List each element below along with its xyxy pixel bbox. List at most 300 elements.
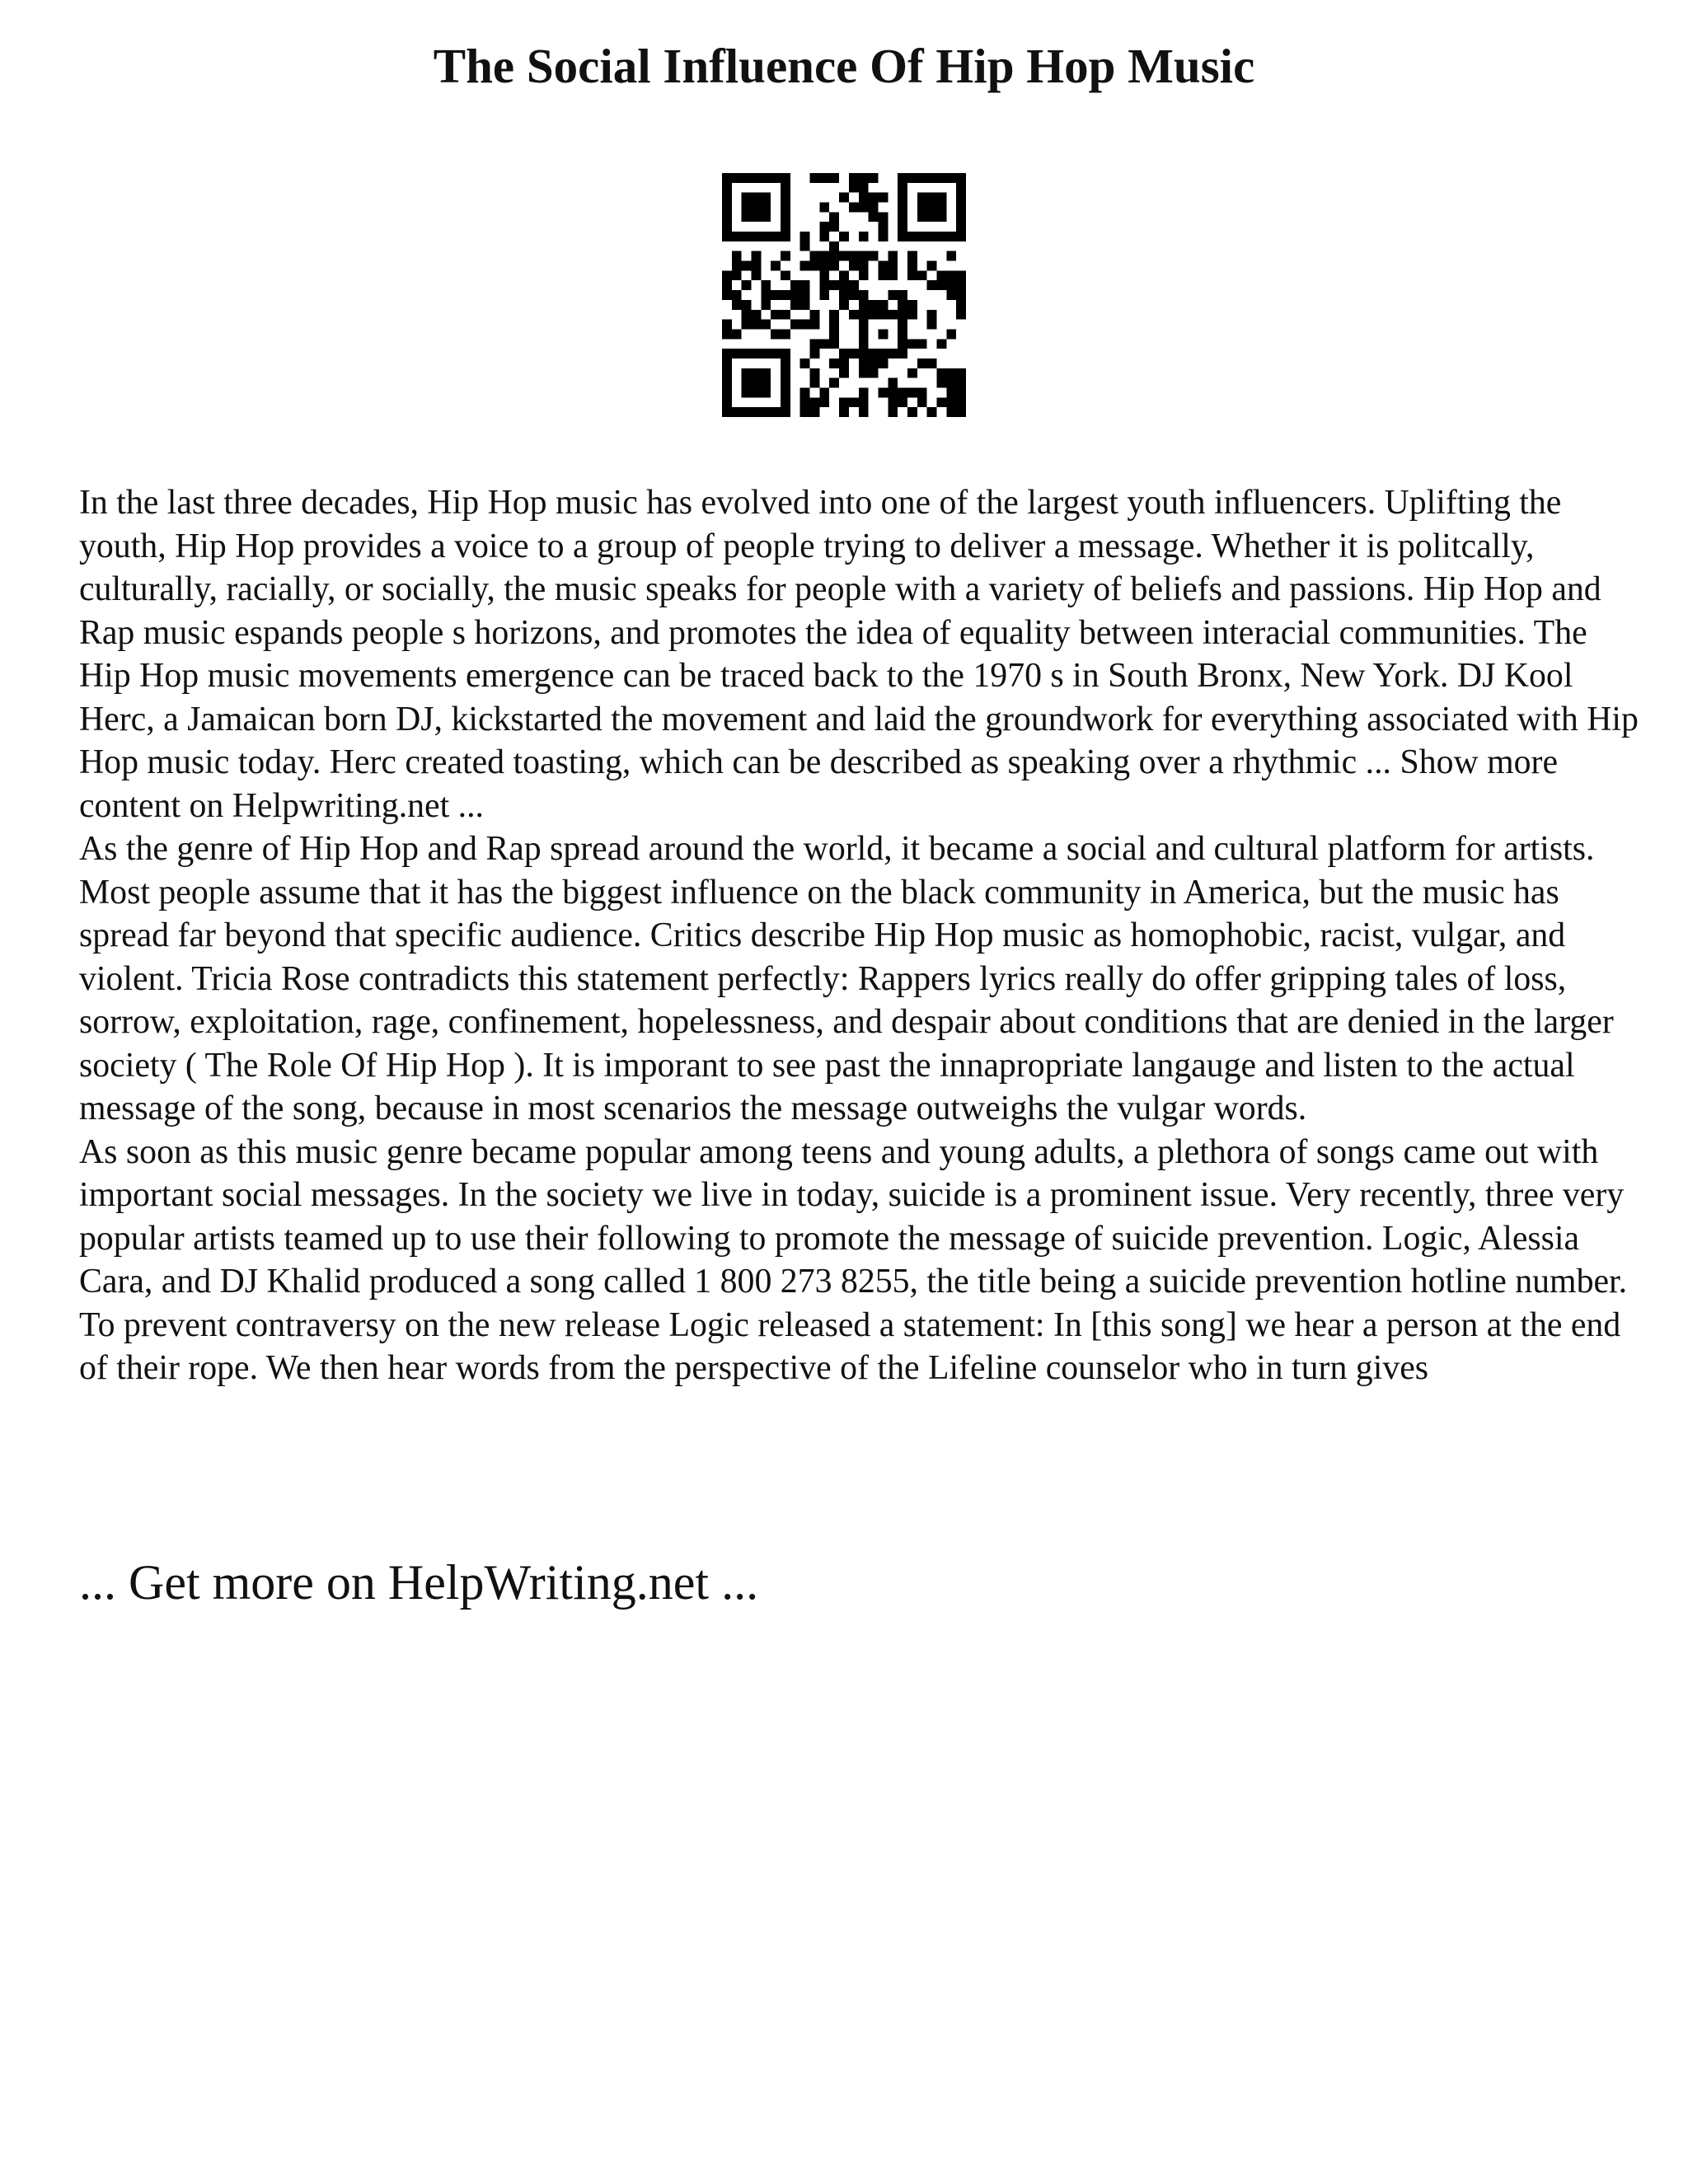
- qr-module: [810, 349, 820, 359]
- qr-module: [878, 329, 888, 339]
- qr-module: [810, 320, 820, 330]
- qr-module: [810, 173, 820, 183]
- qr-module: [800, 241, 810, 251]
- qr-module: [956, 232, 966, 241]
- qr-module: [781, 173, 790, 183]
- qr-module: [829, 339, 839, 349]
- qr-module: [839, 407, 849, 417]
- qr-module: [936, 270, 946, 280]
- qr-module: [898, 339, 907, 349]
- qr-module: [781, 183, 790, 193]
- qr-module: [946, 397, 956, 407]
- qr-module: [742, 378, 752, 388]
- qr-module: [869, 173, 879, 183]
- qr-module: [781, 290, 790, 300]
- qr-module: [790, 280, 800, 290]
- qr-module: [819, 232, 829, 241]
- qr-module: [752, 368, 762, 378]
- qr-module: [849, 397, 859, 407]
- qr-module: [956, 280, 966, 290]
- qr-module: [859, 329, 869, 339]
- qr-module: [800, 280, 810, 290]
- qr-module: [927, 193, 937, 203]
- qr-module: [781, 359, 790, 368]
- qr-module: [732, 407, 742, 417]
- qr-module: [819, 261, 829, 271]
- qr-module: [936, 368, 946, 378]
- qr-module: [927, 173, 937, 183]
- qr-module: [936, 378, 946, 388]
- qr-module: [722, 193, 732, 203]
- qr-code-icon[interactable]: [722, 173, 966, 417]
- qr-module: [800, 397, 810, 407]
- qr-module: [761, 212, 771, 222]
- qr-module: [771, 329, 781, 339]
- qr-module: [898, 212, 907, 222]
- qr-module: [956, 183, 966, 193]
- qr-module: [927, 280, 937, 290]
- qr-module: [732, 290, 742, 300]
- qr-module: [907, 407, 917, 417]
- qr-module: [810, 368, 820, 378]
- qr-module: [878, 232, 888, 241]
- qr-module: [722, 232, 732, 241]
- qr-module: [722, 173, 732, 183]
- qr-module: [936, 173, 946, 183]
- qr-module: [742, 193, 752, 203]
- qr-module: [829, 359, 839, 368]
- qr-module: [946, 173, 956, 183]
- qr-module: [859, 387, 869, 397]
- qr-module: [771, 407, 781, 417]
- qr-module: [771, 310, 781, 320]
- qr-module: [927, 359, 937, 368]
- qr-module: [781, 378, 790, 388]
- qr-module: [819, 280, 829, 290]
- qr-module: [771, 261, 781, 271]
- qr-module: [878, 222, 888, 232]
- qr-module: [742, 300, 752, 310]
- qr-module: [859, 310, 869, 320]
- qr-module: [936, 397, 946, 407]
- qr-module: [878, 261, 888, 271]
- qr-module: [946, 232, 956, 241]
- qr-module: [898, 349, 907, 359]
- qr-module: [761, 349, 771, 359]
- qr-module: [829, 173, 839, 183]
- qr-module: [946, 251, 956, 261]
- qr-module: [878, 212, 888, 222]
- qr-module: [936, 212, 946, 222]
- qr-module: [819, 251, 829, 261]
- qr-module: [936, 280, 946, 290]
- qr-module: [849, 261, 859, 271]
- qr-module: [878, 387, 888, 397]
- qr-module: [761, 280, 771, 290]
- qr-module: [829, 222, 839, 232]
- qr-module: [888, 310, 898, 320]
- qr-module: [800, 290, 810, 300]
- qr-module: [888, 378, 898, 388]
- qr-module: [742, 310, 752, 320]
- qr-module: [829, 280, 839, 290]
- qr-module: [752, 349, 762, 359]
- qr-module: [927, 320, 937, 330]
- qr-module: [742, 203, 752, 213]
- qr-module: [946, 368, 956, 378]
- qr-module: [917, 173, 927, 183]
- qr-module: [956, 222, 966, 232]
- paragraph-2: As the genre of Hip Hop and Rap spread around the world, it became a social and cultural platform for artists. Most people assume that it has the biggest influence on the black community in America, but the music has spread far beyond that specific audience. Critics describe Hip Hop music as homophobic, racist, vulgar, and violent. Tricia Rose contradicts this statement perfectly: Rappers lyrics really do offer gripping tales of loss, sorrow, exploitation, rage, confinement, hopelessness, and despair about conditions that are denied in the larger society ( The Role Of Hip Hop ). It is imporant to see past the innapropriate langauge and listen to the actual message of the song, because in most scenarios the message outweighs the vulgar words.: [79, 830, 1614, 1127]
- qr-module: [859, 397, 869, 407]
- qr-module: [722, 397, 732, 407]
- qr-module: [956, 407, 966, 417]
- qr-module: [927, 261, 937, 271]
- qr-module: [761, 320, 771, 330]
- qr-module: [732, 261, 742, 271]
- qr-module: [829, 212, 839, 222]
- qr-module: [771, 232, 781, 241]
- qr-module: [946, 387, 956, 397]
- qr-module: [898, 222, 907, 232]
- qr-module: [927, 203, 937, 213]
- qr-module: [800, 320, 810, 330]
- qr-module: [859, 183, 869, 193]
- qr-module: [800, 359, 810, 368]
- qr-module: [917, 339, 927, 349]
- qr-module: [898, 329, 907, 339]
- qr-code-graphic: [722, 173, 966, 417]
- qr-module: [790, 320, 800, 330]
- qr-module: [956, 212, 966, 222]
- qr-module: [888, 261, 898, 271]
- qr-module: [722, 329, 732, 339]
- qr-module: [859, 251, 869, 261]
- qr-module: [819, 173, 829, 183]
- qr-module: [742, 349, 752, 359]
- qr-module: [898, 397, 907, 407]
- get-more-link[interactable]: ... Get more on HelpWriting.net ...: [79, 1555, 759, 1610]
- qr-module: [771, 290, 781, 300]
- qr-module: [742, 280, 752, 290]
- qr-module: [907, 300, 917, 310]
- qr-module: [781, 193, 790, 203]
- qr-module: [878, 300, 888, 310]
- qr-module: [829, 378, 839, 388]
- qr-module: [752, 310, 762, 320]
- qr-module: [752, 320, 762, 330]
- qr-module: [927, 212, 937, 222]
- qr-module: [869, 349, 879, 359]
- qr-module: [888, 407, 898, 417]
- qr-module: [869, 193, 879, 203]
- qr-module: [790, 300, 800, 310]
- qr-module: [898, 290, 907, 300]
- qr-module: [781, 349, 790, 359]
- article-body: [79, 481, 1645, 1390]
- qr-module: [956, 310, 966, 320]
- qr-module: [752, 387, 762, 397]
- qr-module: [888, 270, 898, 280]
- qr-module: [752, 203, 762, 213]
- qr-module: [898, 310, 907, 320]
- qr-module: [732, 173, 742, 183]
- qr-module: [956, 387, 966, 397]
- qr-module: [839, 349, 849, 359]
- qr-module: [839, 270, 849, 280]
- qr-module: [771, 173, 781, 183]
- qr-module: [761, 378, 771, 388]
- qr-module: [722, 349, 732, 359]
- qr-module: [888, 397, 898, 407]
- qr-module: [849, 280, 859, 290]
- qr-module: [722, 378, 732, 388]
- qr-module: [869, 251, 879, 261]
- qr-module: [859, 368, 869, 378]
- qr-module: [781, 212, 790, 222]
- qr-module: [829, 329, 839, 339]
- qr-module: [839, 232, 849, 241]
- qr-module: [849, 173, 859, 183]
- qr-module: [761, 290, 771, 300]
- qr-module: [819, 339, 829, 349]
- qr-module: [829, 251, 839, 261]
- qr-module: [761, 203, 771, 213]
- qr-module: [927, 232, 937, 241]
- qr-module: [781, 310, 790, 320]
- qr-module: [829, 310, 839, 320]
- qr-module: [800, 407, 810, 417]
- qr-module: [742, 387, 752, 397]
- qr-module: [839, 290, 849, 300]
- qr-module: [917, 232, 927, 241]
- qr-module: [742, 261, 752, 271]
- qr-module: [819, 222, 829, 232]
- qr-module: [839, 397, 849, 407]
- qr-module: [790, 290, 800, 300]
- qr-module: [859, 270, 869, 280]
- qr-module: [907, 270, 917, 280]
- qr-module: [888, 387, 898, 397]
- qr-module: [722, 320, 732, 330]
- qr-module: [752, 193, 762, 203]
- qr-module: [878, 359, 888, 368]
- qr-module: [878, 310, 888, 320]
- qr-module: [761, 368, 771, 378]
- qr-module: [761, 300, 771, 310]
- qr-module: [800, 261, 810, 271]
- qr-module: [917, 359, 927, 368]
- qr-module: [781, 232, 790, 241]
- qr-module: [917, 212, 927, 222]
- qr-module: [849, 203, 859, 213]
- qr-module: [742, 407, 752, 417]
- qr-module: [898, 183, 907, 193]
- qr-module: [888, 251, 898, 261]
- qr-module: [722, 183, 732, 193]
- qr-module: [742, 232, 752, 241]
- qr-module: [917, 397, 927, 407]
- paragraph-1: In the last three decades, Hip Hop music has evolved into one of the largest youth influencers. Uplifting the youth, Hip Hop provides a voice to a group of people trying to deliver a message. Whether it is politcally, culturally, racially, or socially, the music speaks for people with a variety of beliefs and passions. Hip Hop and Rap music espands people s horizons, and promotes the idea of equality between interacial communities. The Hip Hop music movements emergence can be traced back to the 1970 s in South Bronx, New York. DJ Kool Herc, a Jamaican born DJ, kickstarted the movement and laid the groundwork for everything associated with Hip Hop music today. Herc created toasting, which can be described as speaking over a rhythmic ... Show more content on Helpwriting.net ...: [79, 484, 1639, 825]
- qr-module: [781, 329, 790, 339]
- qr-module: [869, 212, 879, 222]
- qr-module: [859, 193, 869, 203]
- qr-module: [956, 270, 966, 280]
- qr-module: [878, 193, 888, 203]
- qr-module: [849, 290, 859, 300]
- qr-module: [810, 339, 820, 349]
- qr-module: [722, 387, 732, 397]
- qr-module: [878, 270, 888, 280]
- qr-module: [752, 173, 762, 183]
- qr-module: [829, 261, 839, 271]
- qr-module: [936, 203, 946, 213]
- qr-module: [810, 407, 820, 417]
- qr-module: [917, 270, 927, 280]
- qr-module: [946, 280, 956, 290]
- qr-module: [956, 368, 966, 378]
- qr-module: [781, 407, 790, 417]
- qr-module: [956, 290, 966, 300]
- qr-module: [722, 280, 732, 290]
- qr-module: [761, 407, 771, 417]
- qr-module: [800, 387, 810, 397]
- qr-module: [839, 359, 849, 368]
- qr-module: [956, 203, 966, 213]
- qr-module: [946, 407, 956, 417]
- qr-module: [781, 397, 790, 407]
- qr-module: [761, 387, 771, 397]
- qr-module: [810, 261, 820, 271]
- qr-module: [722, 368, 732, 378]
- qr-module: [849, 251, 859, 261]
- qr-module: [722, 222, 732, 232]
- qr-module: [819, 397, 829, 407]
- qr-module: [752, 261, 762, 271]
- qr-module: [752, 378, 762, 388]
- qr-module: [810, 378, 820, 388]
- qr-module: [869, 359, 879, 368]
- qr-module: [898, 203, 907, 213]
- qr-module: [859, 359, 869, 368]
- qr-module: [907, 339, 917, 349]
- qr-module: [722, 203, 732, 213]
- qr-module: [839, 300, 849, 310]
- qr-module: [936, 193, 946, 203]
- qr-module: [732, 329, 742, 339]
- qr-module: [819, 203, 829, 213]
- qr-module: [956, 378, 966, 388]
- qr-module: [781, 368, 790, 378]
- qr-module: [859, 320, 869, 330]
- qr-module: [761, 193, 771, 203]
- qr-module: [722, 270, 732, 280]
- qr-module: [742, 173, 752, 183]
- qr-module: [742, 320, 752, 330]
- qr-module: [781, 387, 790, 397]
- qr-module: [907, 387, 917, 397]
- qr-module: [859, 203, 869, 213]
- qr-module: [732, 270, 742, 280]
- qr-module: [732, 349, 742, 359]
- qr-module: [917, 203, 927, 213]
- qr-module: [781, 251, 790, 261]
- qr-module: [898, 193, 907, 203]
- qr-module: [956, 193, 966, 203]
- qr-module: [829, 241, 839, 251]
- qr-module: [839, 368, 849, 378]
- qr-module: [722, 359, 732, 368]
- qr-module: [907, 251, 917, 261]
- qr-module: [859, 339, 869, 349]
- qr-module: [859, 300, 869, 310]
- page-title: The Social Influence Of Hip Hop Music: [433, 39, 1255, 93]
- paragraph-3: As soon as this music genre became popular among teens and young adults, a plethora of songs came out with important social messages. In the society we live in today, suicide is a prominent issue. Very recently, three very popular artists teamed up to use their following to promote the message of suicide prevention. Logic, Alessia Cara, and DJ Khalid produced a song called 1 800 273 8255, the title being a suicide prevention hotline number. To prevent contraversy on the new release Logic released a statement: In [this song] we hear a person at the end of their rope. We then hear words from the perspective of the Lifeline counselor who in turn gives: [79, 1132, 1628, 1387]
- qr-module: [878, 349, 888, 359]
- qr-module: [810, 251, 820, 261]
- qr-module: [752, 212, 762, 222]
- qr-module: [761, 173, 771, 183]
- qr-module: [732, 232, 742, 241]
- qr-module: [917, 193, 927, 203]
- qr-module: [781, 270, 790, 280]
- qr-module: [839, 193, 849, 203]
- qr-module: [859, 173, 869, 183]
- qr-module: [898, 320, 907, 330]
- qr-module: [752, 232, 762, 241]
- qr-module: [936, 232, 946, 241]
- qr-module: [888, 349, 898, 359]
- qr-module: [946, 329, 956, 339]
- qr-module: [956, 397, 966, 407]
- qr-module: [849, 183, 859, 193]
- qr-module: [771, 349, 781, 359]
- qr-module: [722, 407, 732, 417]
- qr-module: [722, 290, 732, 300]
- qr-module: [859, 232, 869, 241]
- qr-module: [946, 290, 956, 300]
- qr-module: [859, 349, 869, 359]
- qr-module: [752, 407, 762, 417]
- qr-module: [907, 173, 917, 183]
- qr-module: [839, 251, 849, 261]
- qr-module: [800, 300, 810, 310]
- qr-module: [936, 339, 946, 349]
- qr-module: [946, 378, 956, 388]
- qr-module: [761, 232, 771, 241]
- qr-module: [849, 310, 859, 320]
- qr-module: [956, 300, 966, 310]
- qr-module: [898, 300, 907, 310]
- qr-module: [859, 290, 869, 300]
- qr-module: [898, 387, 907, 397]
- qr-module: [907, 368, 917, 378]
- qr-module: [927, 310, 937, 320]
- qr-module: [946, 270, 956, 280]
- qr-module: [869, 368, 879, 378]
- qr-module: [781, 222, 790, 232]
- qr-module: [869, 203, 879, 213]
- qr-module: [956, 173, 966, 183]
- qr-module: [859, 407, 869, 417]
- qr-module: [888, 290, 898, 300]
- qr-module: [752, 251, 762, 261]
- qr-module: [722, 212, 732, 222]
- qr-module: [781, 203, 790, 213]
- qr-module: [732, 251, 742, 261]
- qr-module: [839, 280, 849, 290]
- qr-module: [819, 270, 829, 280]
